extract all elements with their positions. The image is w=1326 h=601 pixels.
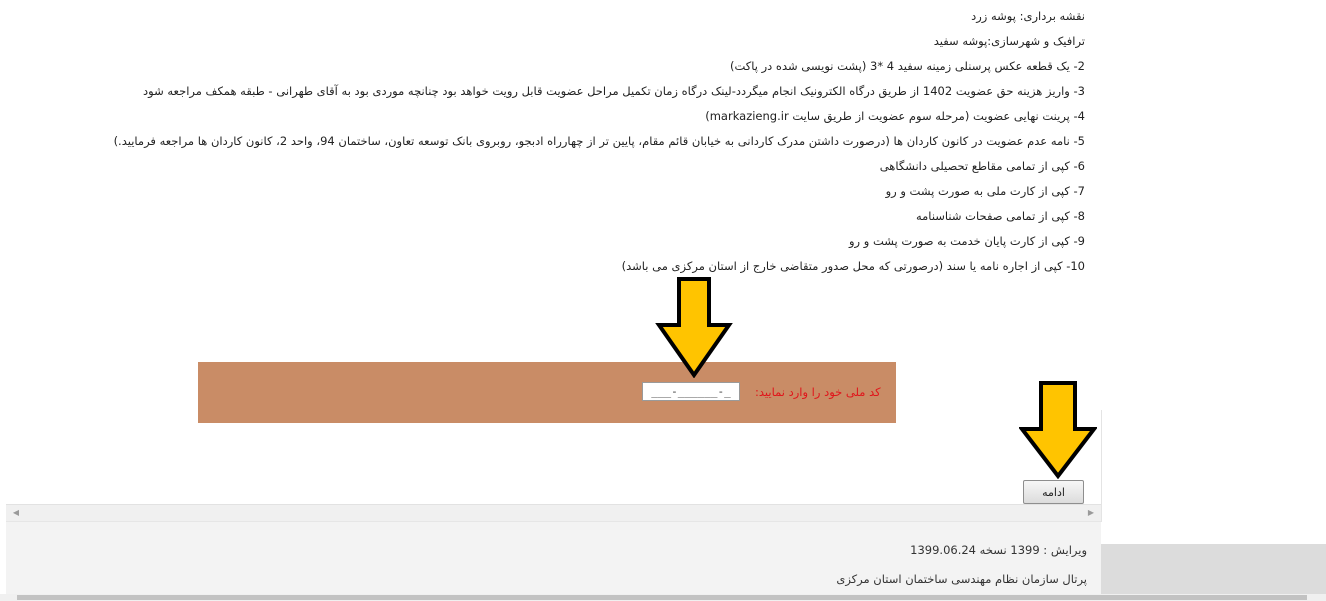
- version-text: ویرایش : 1399 نسخه 1399.06.24: [910, 543, 1087, 557]
- list-item: 4- پرینت نهایی عضویت (مرحله سوم عضویت از طریق سایت markazieng.ir): [705, 109, 1085, 123]
- scrollbar-thumb[interactable]: [17, 595, 1307, 600]
- list-item: 7- کپی از کارت ملی به صورت پشت و رو: [885, 184, 1085, 198]
- national-id-label: کد ملی خود را وارد نمایید:: [755, 385, 881, 399]
- list-item: ترافیک و شهرسازی:پوشه سفید: [933, 34, 1085, 48]
- list-item: 6- کپی از تمامی مقاطع تحصیلی دانشگاهی: [879, 159, 1085, 173]
- horizontal-scrollbar[interactable]: [6, 504, 1101, 521]
- continue-button[interactable]: ادامه: [1023, 480, 1084, 504]
- list-item: 9- کپی از کارت پایان خدمت به صورت پشت و رو: [849, 234, 1085, 248]
- footer: [6, 521, 1101, 596]
- list-item: 5- نامه عدم عضویت در کانون کاردان ها (درصورت داشتن مدرک کاردانی به خیابان قائم مقام، پایین تر از چهارراه ادبجو، روبروی بانک توسعه تعاون، ساختمان 94، واحد 2، کانون کاردان ها مراجعه فرمایید.): [113, 134, 1085, 148]
- list-item: 2- یک قطعه عکس پرسنلی زمینه سفید 4 *3 (پشت نویسی شده در پاکت): [729, 59, 1085, 73]
- down-arrow-annotation-icon: [1019, 381, 1097, 479]
- membership-requirements-list: [85, 5, 1085, 280]
- list-item: 10- کپی از اجاره نامه یا سند (درصورتی که محل صدور متقاضی خارج از استان مرکزی می باشد): [621, 259, 1085, 273]
- scroll-right-arrow-icon[interactable]: ▶: [1087, 508, 1095, 517]
- list-item: 8- کپی از تمامی صفحات شناسنامه: [915, 209, 1085, 223]
- scroll-left-arrow-icon[interactable]: ◀: [12, 508, 20, 517]
- portal-name: پرتال سازمان نظام مهندسی ساختمان استان مرکزی: [836, 572, 1087, 586]
- list-item: نقشه برداری: پوشه زرد: [971, 9, 1085, 23]
- list-item: 3- واریز هزینه حق عضویت 1402 از طریق درگاه الکترونیک انجام میگردد-لینک درگاه زمان تکمیل مراحل عضویت قابل رویت خواهد بود چنانچه موردی بود به آقای طهرانی - طبقه همکف مراجعه شود: [143, 84, 1085, 98]
- content-frame-edge: [1101, 410, 1102, 522]
- footer-side-band: [1101, 544, 1326, 595]
- national-id-input[interactable]: [642, 382, 740, 401]
- down-arrow-annotation-icon: [655, 277, 733, 378]
- page-horizontal-scrollbar[interactable]: [0, 594, 1326, 601]
